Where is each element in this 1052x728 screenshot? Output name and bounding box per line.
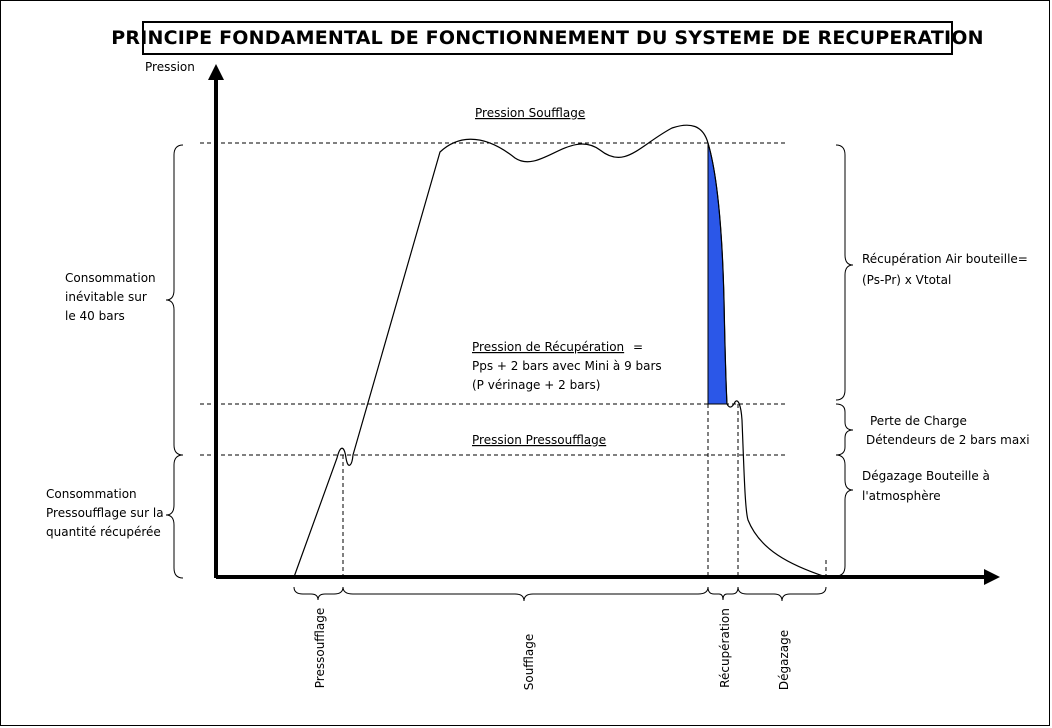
bottom-brace-degazage bbox=[738, 587, 826, 601]
note-perte-charge bbox=[866, 414, 1030, 447]
label-pression-soufflage: Pression Soufflage bbox=[475, 106, 586, 120]
note-recuperation-air-line2: (Ps-Pr) x Vtotal bbox=[862, 273, 952, 287]
left-brace-lower bbox=[166, 455, 183, 578]
bottom-brace-pressoufflage bbox=[294, 587, 343, 600]
note-consommation-inevitable-line1: Consommation bbox=[65, 271, 156, 285]
label-recuperation-line3: (P vérinage + 2 bars) bbox=[472, 378, 601, 392]
note-degazage-line2: l'atmosphère bbox=[862, 489, 941, 503]
right-brace-perte-charge bbox=[836, 404, 853, 455]
note-consommation-pressoufflage-line1: Consommation bbox=[46, 487, 137, 501]
note-consommation-inevitable bbox=[65, 271, 159, 323]
note-recuperation-air-line1: Récupération Air bouteille= bbox=[862, 252, 1028, 266]
note-perte-charge-line1: Perte de Charge bbox=[870, 414, 967, 428]
right-brace-recuperation bbox=[836, 145, 853, 400]
label-recuperation-eq: = bbox=[632, 340, 644, 354]
note-degazage-line1: Dégazage Bouteille à bbox=[862, 469, 990, 483]
label-pression-recuperation: Pression de Récupération bbox=[472, 340, 625, 354]
note-degazage bbox=[862, 469, 994, 503]
note-consommation-pressoufflage-line2: Pressoufflage sur la bbox=[46, 506, 164, 520]
label-pression-pressoufflage: Pression Pressoufflage bbox=[472, 433, 607, 447]
phase-label-soufflage: Soufflage bbox=[522, 633, 536, 691]
note-consommation-pressoufflage-line3: quantité récupérée bbox=[46, 525, 161, 539]
bottom-brace-recuperation bbox=[708, 587, 738, 600]
note-recuperation-air bbox=[862, 252, 1032, 287]
note-perte-charge-line2: Détendeurs de 2 bars maxi bbox=[866, 433, 1030, 447]
diagram-title: PRINCIPE FONDAMENTAL DE FONCTIONNEMENT DU SYSTEME DE RECUPERATION bbox=[111, 27, 984, 49]
note-consommation-inevitable-line2: inévitable sur bbox=[65, 290, 147, 304]
y-axis-label: Pression bbox=[145, 60, 195, 74]
phase-label-recuperation: Récupération bbox=[718, 608, 732, 688]
label-recuperation-block bbox=[472, 340, 643, 354]
x-axis-arrow bbox=[984, 569, 1000, 585]
label-recuperation-line2: Pps + 2 bars avec Mini à 9 bars bbox=[472, 359, 662, 373]
note-consommation-inevitable-line3: le 40 bars bbox=[65, 309, 125, 323]
left-brace-upper bbox=[166, 145, 183, 455]
bottom-brace-soufflage bbox=[343, 587, 708, 601]
recovered-area bbox=[708, 143, 727, 404]
y-axis-arrow bbox=[208, 64, 224, 80]
phase-label-degazage: Dégazage bbox=[777, 629, 791, 691]
phase-label-pressoufflage: Pressoufflage bbox=[313, 607, 327, 689]
right-brace-degazage bbox=[836, 455, 853, 576]
note-consommation-pressoufflage bbox=[46, 487, 167, 539]
